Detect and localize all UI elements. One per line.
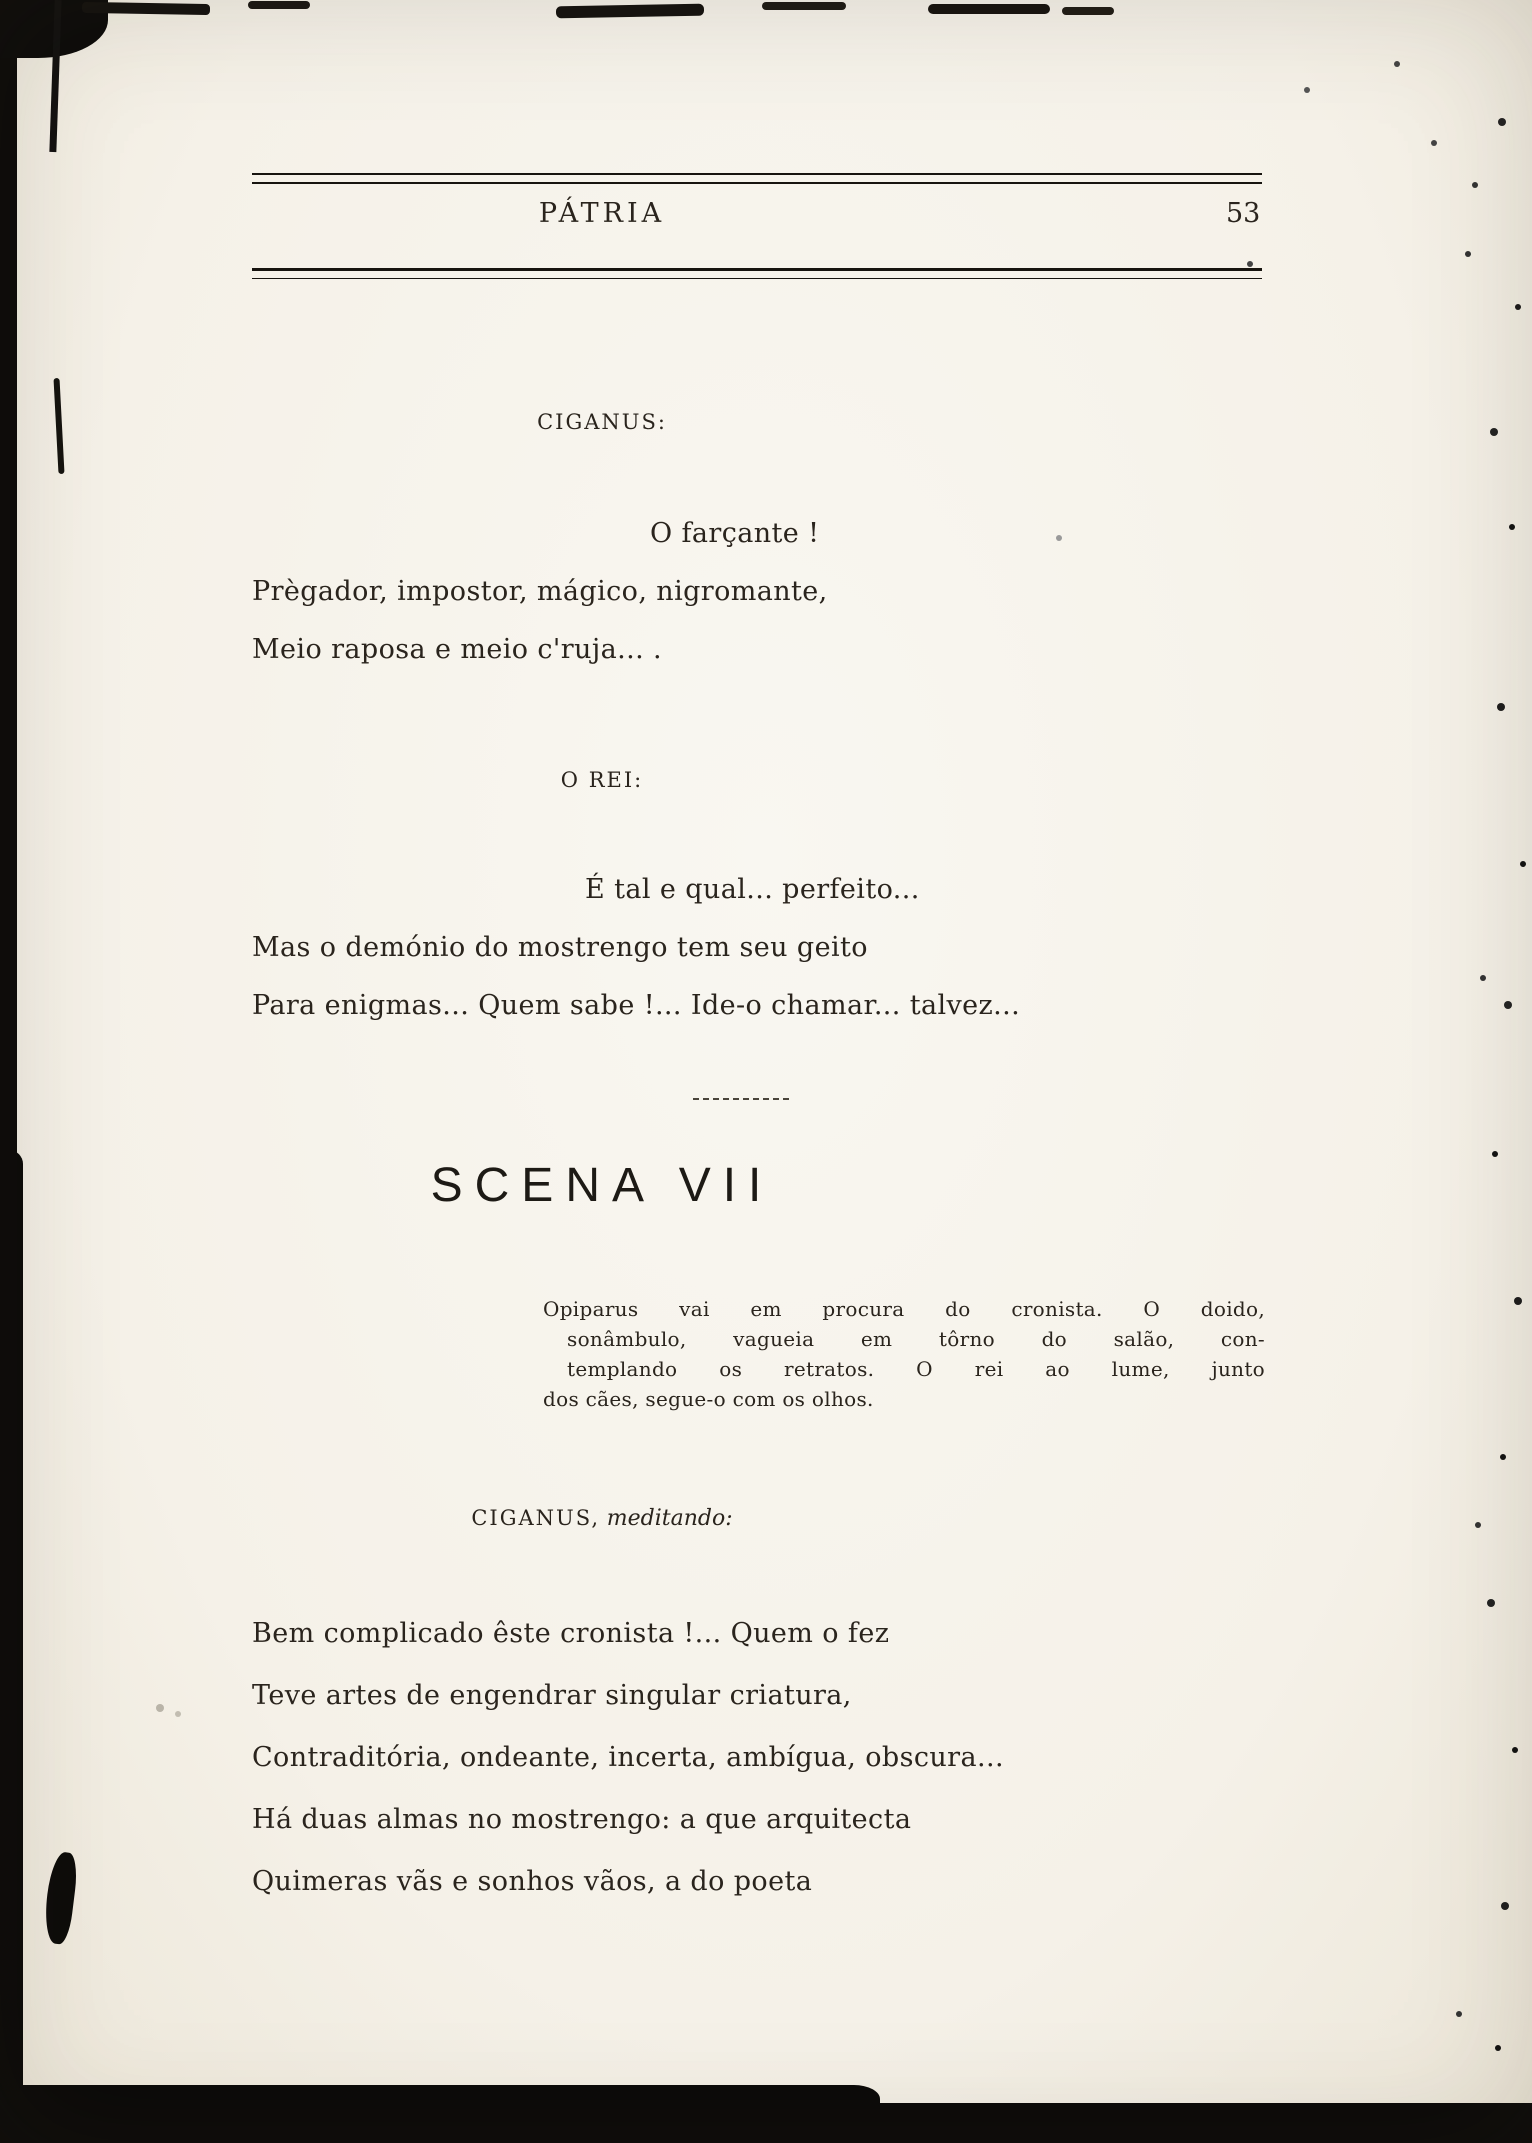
header-rule-bottom — [252, 268, 1262, 279]
dialogue-line: Prègador, impostor, mágico, nigromante, — [252, 576, 828, 607]
page-number: 53 — [1226, 198, 1261, 229]
scan-mark-left — [53, 378, 64, 474]
verse-line: Teve artes de engendrar singular criatura, — [252, 1680, 852, 1711]
stage-direction-line: templando os retratos. O rei ao lume, junto — [567, 1357, 1265, 1381]
speaker-stage-note: meditando: — [606, 1506, 733, 1531]
dialogue-cue-line: O farçante ! — [650, 518, 820, 549]
scan-blot-left — [41, 1851, 79, 1946]
scan-speck-top — [82, 2, 210, 15]
dialogue-cue-line: É tal e qual... perfeito... — [585, 874, 920, 905]
scan-speck-top — [762, 2, 846, 10]
dialogue-line: Meio raposa e meio c'ruja... . — [252, 634, 663, 665]
scan-speck-top — [1062, 7, 1114, 15]
verse-line: Contraditória, ondeante, incerta, ambígua, obscura... — [252, 1742, 1004, 1773]
verse-line: Bem complicado êste cronista !... Quem o fez — [252, 1618, 890, 1649]
scan-noise-dots — [0, 0, 4, 4]
scene-heading: SCENA VII — [430, 1159, 774, 1212]
stage-direction — [543, 1294, 1265, 1414]
scan-gutter-left-lower — [0, 1150, 23, 2143]
speaker-name: CIGANUS, — [471, 1506, 601, 1530]
verse-line: Quimeras vãs e sonhos vãos, a do poeta — [252, 1866, 813, 1897]
speaker-label-ciganus-meditando — [252, 1506, 952, 1531]
header-rule-top — [252, 173, 1262, 184]
speaker-label-rei: O REI: — [560, 768, 644, 792]
scan-edge-bottom-left — [0, 2085, 880, 2143]
scan-speck-top — [556, 4, 704, 19]
scan-speck-top — [928, 4, 1050, 14]
dialogue-line: Mas o demónio do mostrengo tem seu geito — [252, 932, 868, 963]
verse-line: Há duas almas no mostrengo: a que arquitecta — [252, 1804, 912, 1835]
stage-direction-line: sonâmbulo, vagueia em tôrno do salão, con- — [567, 1327, 1265, 1351]
speaker-label-ciganus: CIGANUS: — [537, 410, 667, 434]
dialogue-line: Para enigmas... Quem sabe !... Ide-o chamar... talvez... — [252, 990, 1021, 1021]
section-divider — [693, 1098, 789, 1100]
stage-direction-line: Opiparus vai em procura do cronista. O doido, — [543, 1297, 1265, 1321]
scan-speck-top — [248, 1, 310, 9]
stage-direction-line: dos cães, segue-o com os olhos. — [543, 1387, 874, 1411]
page-title: PÁTRIA — [538, 198, 666, 229]
